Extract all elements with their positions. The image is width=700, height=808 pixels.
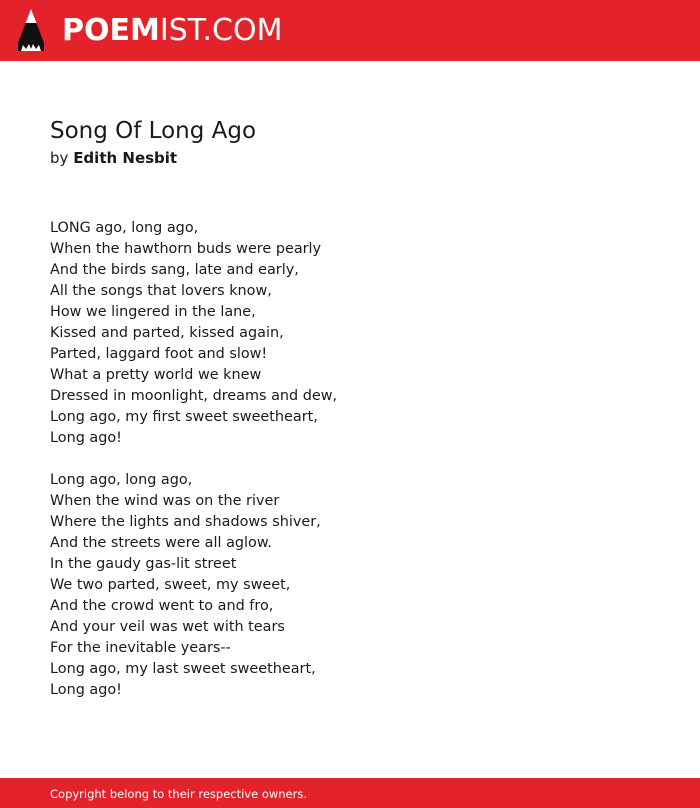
poem-content (50, 116, 650, 722)
stanza (50, 218, 650, 449)
by-label: by (50, 149, 69, 167)
poem-line: Long ago, my last sweet sweetheart, (50, 661, 316, 677)
poem-line: When the wind was on the river (50, 493, 280, 509)
poem-line: Long ago! (50, 430, 122, 446)
logo-light-text: IST.COM (159, 13, 283, 48)
poem-line: Kissed and parted, kissed again, (50, 325, 284, 341)
pencil-logo-icon[interactable] (18, 9, 44, 51)
byline (50, 148, 650, 168)
copyright-text: Copyright belong to their respective owners. (50, 787, 308, 801)
poem-line: And your veil was wet with tears (50, 619, 285, 635)
poem-line: LONG ago, long ago, (50, 220, 199, 236)
poem-line: Where the lights and shadows shiver, (50, 514, 321, 530)
poem-line: Parted, laggard foot and slow! (50, 346, 268, 362)
poem-line: What a pretty world we knew (50, 367, 262, 383)
poem-line: For the inevitable years-- (50, 640, 231, 656)
poem-line: In the gaudy gas-lit street (50, 556, 237, 572)
stanza (50, 470, 650, 701)
poem-line: Long ago, long ago, (50, 472, 193, 488)
page-title: Song Of Long Ago (50, 118, 257, 144)
poem-line: And the crowd went to and fro, (50, 598, 274, 614)
poem-line: How we lingered in the lane, (50, 304, 256, 320)
poem-body (50, 218, 650, 701)
poem-line: And the birds sang, late and early, (50, 262, 299, 278)
poem-line: We two parted, sweet, my sweet, (50, 577, 291, 593)
poem-line: Long ago, my first sweet sweetheart, (50, 409, 318, 425)
site-header (0, 0, 700, 61)
site-logo[interactable] (62, 13, 282, 49)
poem-line: Dressed in moonlight, dreams and dew, (50, 388, 338, 404)
poem-line: All the songs that lovers know, (50, 283, 272, 299)
poem-line: And the streets were all aglow. (50, 535, 272, 551)
site-footer (0, 778, 700, 808)
logo-bold-text: POEM (62, 13, 160, 48)
author-name: Edith Nesbit (73, 149, 178, 167)
poem-line: When the hawthorn buds were pearly (50, 241, 322, 257)
poem-line: Long ago! (50, 682, 122, 698)
